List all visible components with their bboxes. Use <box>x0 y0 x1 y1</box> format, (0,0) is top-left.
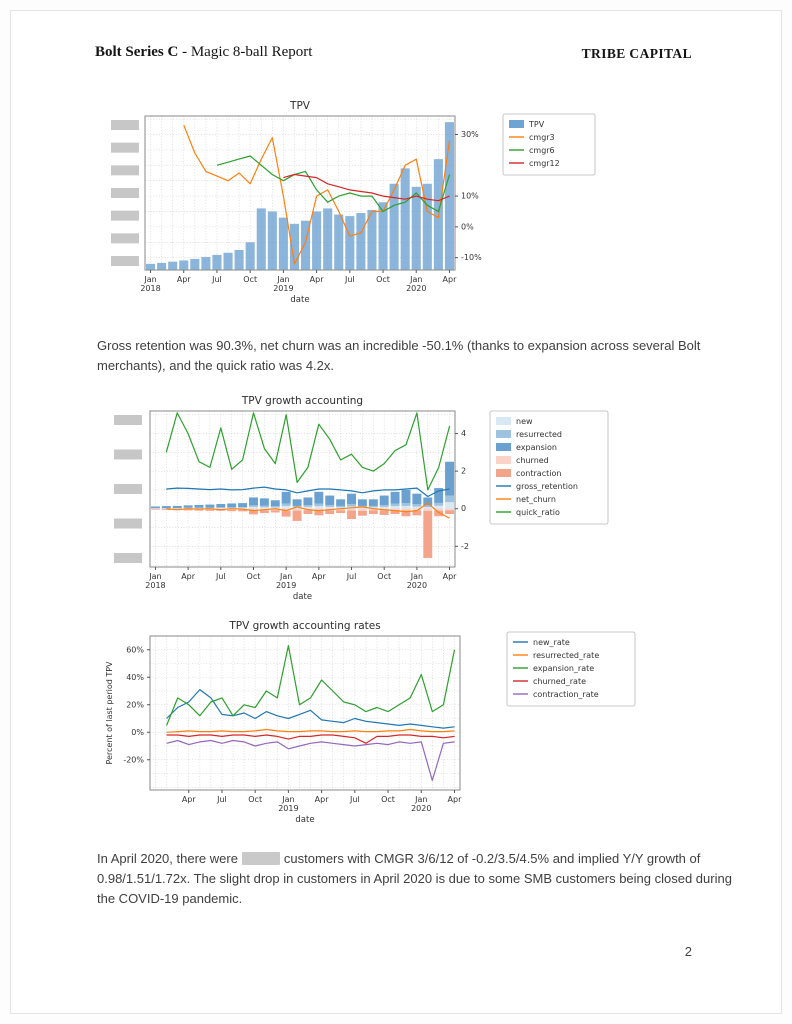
svg-text:Jan: Jan <box>282 795 295 804</box>
svg-text:Oct: Oct <box>376 275 390 284</box>
svg-text:10%: 10% <box>461 191 479 201</box>
svg-text:2: 2 <box>461 466 467 476</box>
svg-text:-10%: -10% <box>461 253 482 263</box>
svg-text:new_rate: new_rate <box>533 638 570 647</box>
series <box>151 413 454 558</box>
svg-text:churned_rate: churned_rate <box>533 677 587 686</box>
svg-text:date: date <box>295 815 315 825</box>
svg-text:30%: 30% <box>461 129 479 139</box>
svg-text:Jan: Jan <box>279 572 293 581</box>
svg-text:2020: 2020 <box>406 581 428 590</box>
report-title <box>95 44 312 61</box>
svg-text:Jul: Jul <box>346 572 357 581</box>
svg-text:quick_ratio: quick_ratio <box>516 508 560 517</box>
svg-text:Jan: Jan <box>149 572 162 581</box>
svg-text:gross_retention: gross_retention <box>516 482 578 491</box>
svg-text:TPV growth accounting rates: TPV growth accounting rates <box>229 620 381 632</box>
svg-text:-20%: -20% <box>123 755 144 765</box>
paragraph-customers-after: customers with CMGR 3/6/12 of -0.2/3.5/4.5% and implied Y/Y growth of 0.98/1.51/1.72x. The slight drop in customers in April 2020 is due to some SMB customers being closed during the COVID-19 pandemic. <box>97 851 732 907</box>
svg-text:resurrected: resurrected <box>516 430 562 439</box>
svg-text:TPV: TPV <box>290 100 310 112</box>
svg-text:Apr: Apr <box>181 795 196 804</box>
svg-text:Jan: Jan <box>410 275 423 284</box>
svg-text:Jul: Jul <box>212 275 222 284</box>
svg-text:4: 4 <box>461 429 467 439</box>
svg-text:Apr: Apr <box>176 275 191 284</box>
svg-text:20%: 20% <box>126 700 144 710</box>
svg-text:Jan: Jan <box>410 572 424 581</box>
svg-text:Oct: Oct <box>243 275 258 284</box>
page-number: 2 <box>684 944 692 959</box>
svg-text:cmgr3: cmgr3 <box>529 133 555 142</box>
svg-text:Apr: Apr <box>447 795 462 804</box>
svg-text:0%: 0% <box>131 727 144 737</box>
axes <box>105 620 462 825</box>
legend <box>503 114 595 175</box>
tpv-svg <box>105 100 665 310</box>
growth-accounting-chart-figure <box>105 395 665 610</box>
svg-text:cmgr6: cmgr6 <box>529 146 555 155</box>
svg-text:2019: 2019 <box>273 284 294 293</box>
svg-text:2020: 2020 <box>406 284 427 293</box>
svg-text:Apr: Apr <box>314 795 329 804</box>
paragraph-customers-before: In April 2020, there were <box>97 851 238 866</box>
report-title-bold: Bolt Series C <box>95 44 179 60</box>
paragraph-retention: Gross retention was 90.3%, net churn was an incredible -50.1% (thanks to expansion across several Bolt merchants), and the quick ratio was 4.2x. <box>97 338 701 374</box>
svg-text:TPV growth accounting: TPV growth accounting <box>241 395 364 407</box>
legend <box>490 411 608 524</box>
svg-text:Oct: Oct <box>246 572 261 581</box>
svg-text:2019: 2019 <box>278 804 299 813</box>
svg-text:Oct: Oct <box>248 795 263 804</box>
svg-text:Apr: Apr <box>442 572 457 581</box>
svg-text:churned: churned <box>516 456 549 465</box>
svg-text:Jul: Jul <box>344 275 355 284</box>
svg-text:2018: 2018 <box>145 581 166 590</box>
svg-text:Apr: Apr <box>311 572 326 581</box>
svg-text:Jul: Jul <box>217 795 227 804</box>
legend <box>507 632 635 706</box>
svg-text:2019: 2019 <box>275 581 297 590</box>
tpv-chart-figure <box>105 100 665 310</box>
svg-text:60%: 60% <box>126 645 144 655</box>
svg-text:cmgr12: cmgr12 <box>529 159 560 168</box>
svg-text:Apr: Apr <box>309 275 324 284</box>
report-title-rest: - Magic 8-ball Report <box>182 44 313 60</box>
brand-wordmark: TRIBE CAPITAL <box>581 46 692 61</box>
svg-text:Apr: Apr <box>442 275 457 284</box>
svg-text:0: 0 <box>461 504 467 514</box>
svg-text:Jan: Jan <box>415 795 428 804</box>
svg-text:date: date <box>292 592 313 602</box>
svg-text:contraction_rate: contraction_rate <box>533 690 599 699</box>
left-axis-redactions <box>114 415 142 563</box>
svg-text:40%: 40% <box>126 672 144 682</box>
redacted-customer-count <box>242 852 280 865</box>
svg-text:date: date <box>290 295 310 305</box>
svg-text:TPV: TPV <box>529 120 545 129</box>
left-axis-redactions <box>111 120 139 266</box>
tpv-growth-accounting-svg <box>105 395 665 610</box>
svg-text:expansion_rate: expansion_rate <box>533 664 595 673</box>
svg-text:2020: 2020 <box>411 804 432 813</box>
svg-text:expansion: expansion <box>516 443 557 452</box>
svg-text:Jul: Jul <box>215 572 226 581</box>
tpv-growth-accounting-rates-svg <box>95 618 675 838</box>
svg-text:Jan: Jan <box>144 275 157 284</box>
svg-text:0%: 0% <box>461 222 474 232</box>
svg-text:new: new <box>516 417 533 426</box>
paragraph-customers <box>97 849 737 909</box>
svg-text:contraction: contraction <box>516 469 562 478</box>
growth-rates-chart-figure <box>95 618 675 838</box>
svg-text:net_churn: net_churn <box>516 495 556 504</box>
svg-text:Jul: Jul <box>349 795 360 804</box>
svg-text:Percent of last period TPV: Percent of last period TPV <box>105 661 114 765</box>
svg-text:resurrected_rate: resurrected_rate <box>533 651 600 660</box>
svg-text:Apr: Apr <box>181 572 196 581</box>
svg-text:2018: 2018 <box>140 284 161 293</box>
svg-text:Jan: Jan <box>277 275 290 284</box>
svg-text:Oct: Oct <box>381 795 395 804</box>
svg-text:Oct: Oct <box>377 572 392 581</box>
svg-text:-2: -2 <box>461 541 469 551</box>
